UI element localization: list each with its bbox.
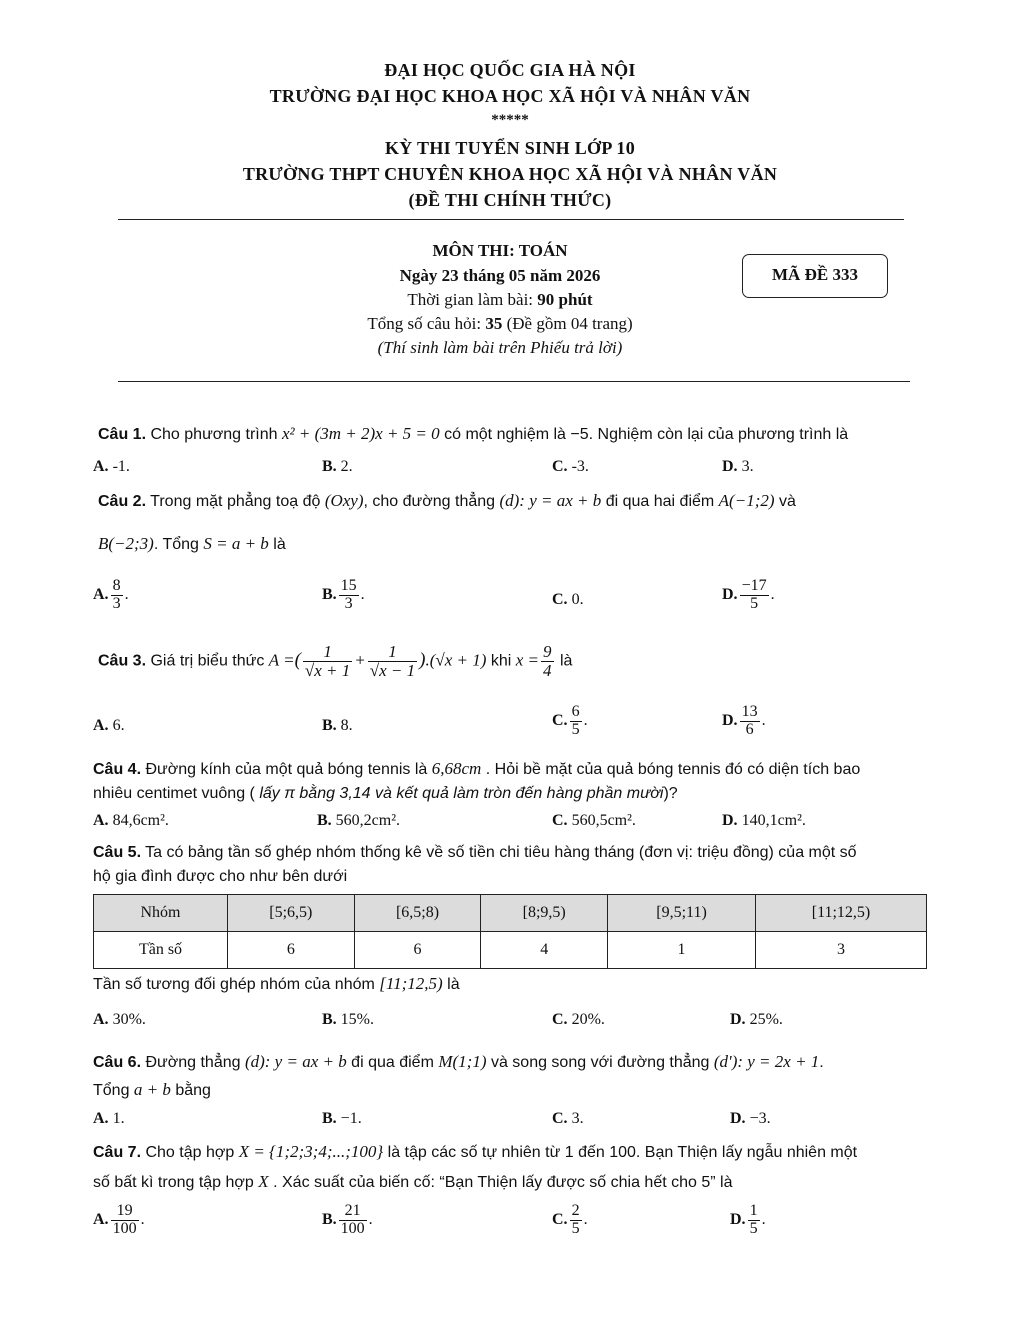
table-cell: 6	[354, 932, 481, 969]
q1-option-b[interactable]: B. 2.	[322, 458, 353, 475]
question-5-cont: hộ gia đình được cho như bên dưới	[93, 868, 348, 885]
q7-option-a[interactable]: A. $\frac{19}{100}$ .	[93, 1202, 145, 1237]
exam-code-box: MÃ ĐỀ 333	[742, 254, 888, 298]
q5-option-d[interactable]: D. 25%.	[730, 1011, 783, 1028]
question-6-cont: Tổng a + b bằng	[93, 1080, 211, 1099]
table-row	[94, 932, 927, 969]
q2-option-c[interactable]: C. 0.	[552, 591, 584, 608]
table-cell: [11;12,5)	[756, 895, 927, 932]
frequency-table	[93, 894, 927, 969]
question-6: Câu 6. Đường thẳng (d): y = ax + b đi qua điểm M(1;1) và song song với đường thẳng (d'): y = 2x + 1.	[93, 1052, 824, 1071]
header-divider	[118, 219, 904, 220]
high-school-name: TRƯỜNG THPT CHUYÊN KHOA HỌC XÃ HỘI VÀ NHÂN VĂN	[242, 164, 778, 184]
exam-title: KỲ THI TUYỂN SINH LỚP 10	[384, 138, 636, 158]
q5-option-a[interactable]: A. 30%.	[93, 1011, 146, 1028]
question-1: Câu 1. Cho phương trình x² + (3m + 2)x + 5 = 0 có một nghiệm là −5. Nghiệm còn lại của phương trình là	[98, 424, 849, 443]
official-exam-label: (ĐỀ THI CHÍNH THỨC)	[408, 190, 612, 210]
q7-option-d[interactable]: D. $\frac{1}{5}$ .	[730, 1202, 766, 1237]
table-cell: [9,5;11)	[608, 895, 756, 932]
q4-option-d[interactable]: D. 140,1cm².	[722, 812, 806, 829]
q6-option-d[interactable]: D. −3.	[730, 1110, 771, 1127]
q2-option-b[interactable]: B. $\frac{15}{3}$ .	[322, 577, 365, 612]
info-divider	[118, 381, 910, 382]
table-header-frequency: Tần số	[94, 932, 228, 969]
table-header-group: Nhóm	[94, 895, 228, 932]
table-cell: [5;6,5)	[228, 895, 355, 932]
table-row	[94, 895, 927, 932]
q4-option-c[interactable]: C. 560,5cm².	[552, 812, 636, 829]
q6-option-a[interactable]: A. 1.	[93, 1110, 125, 1127]
table-cell: 6	[228, 932, 355, 969]
q1-option-d[interactable]: D. 3.	[722, 458, 754, 475]
subject-label: MÔN THI: TOÁN	[432, 241, 568, 260]
question-4-cont: nhiêu centimet vuông ( lấy π bằng 3,14 và kết quả làm tròn đến hàng phần mười)?	[93, 785, 678, 802]
table-cell: [8;9,5)	[481, 895, 608, 932]
q2-option-a[interactable]: A. $\frac{8}{3}$ .	[93, 577, 129, 612]
q1-option-a[interactable]: A. -1.	[93, 458, 130, 475]
university-name: ĐẠI HỌC QUỐC GIA HÀ NỘI	[384, 60, 636, 80]
q3-option-b[interactable]: B. 8.	[322, 717, 353, 734]
q7-option-c[interactable]: C. $\frac{2}{5}$ .	[552, 1202, 588, 1237]
question-3: Câu 3. Giá trị biểu thức A =( $\frac{1}{√x + 1}$ + $\frac{1}{√x - 1}$ ).(√x + 1) khi x = $\frac{9}{4}$ là	[98, 642, 573, 680]
q4-option-b[interactable]: B. 560,2cm².	[317, 812, 401, 829]
question-4: Câu 4. Đường kính của một quả bóng tennis là 6,68cm . Hỏi bề mặt của quả bóng tennis đó có diện tích bao	[93, 759, 861, 778]
q7-option-b[interactable]: B. $\frac{21}{100}$ .	[322, 1202, 373, 1237]
q4-option-a[interactable]: A. 84,6cm².	[93, 812, 169, 829]
table-cell: 4	[481, 932, 608, 969]
q6-option-c[interactable]: C. 3.	[552, 1110, 584, 1127]
q3-option-d[interactable]: D. $\frac{13}{6}$ .	[722, 703, 766, 738]
question-5: Câu 5. Ta có bảng tần số ghép nhóm thống kê về số tiền chi tiêu hàng tháng (đơn vị: triệu đồng) của một số	[93, 844, 857, 861]
question-count: Tổng số câu hỏi: 35 (Đề gồm 04 trang)	[367, 314, 633, 333]
question-5-ask: Tần số tương đối ghép nhóm của nhóm [11;12,5) là	[93, 974, 460, 993]
q5-option-c[interactable]: C. 20%.	[552, 1011, 605, 1028]
table-cell: [6,5;8)	[354, 895, 481, 932]
question-7: Câu 7. Cho tập hợp X = {1;2;3;4;...;100} là tập các số tự nhiên từ 1 đến 100. Bạn Thiện lấy ngẫu nhiên một	[93, 1142, 858, 1161]
q2-option-d[interactable]: D. $\frac{-17}{5}$ .	[722, 577, 775, 612]
q5-option-b[interactable]: B. 15%.	[322, 1011, 374, 1028]
table-cell: 1	[608, 932, 756, 969]
school-name: TRƯỜNG ĐẠI HỌC KHOA HỌC XÃ HỘI VÀ NHÂN VĂN	[269, 86, 751, 106]
question-2: Câu 2. Trong mặt phẳng toạ độ (Oxy), cho đường thẳng (d): y = ax + b đi qua hai điểm A(−1;2) và	[98, 491, 796, 510]
header-stars: *****	[491, 112, 529, 128]
answer-sheet-note: (Thí sinh làm bài trên Phiếu trả lời)	[377, 338, 623, 357]
q6-option-b[interactable]: B. −1.	[322, 1110, 362, 1127]
q3-option-a[interactable]: A. 6.	[93, 717, 125, 734]
exam-duration: Thời gian làm bài: 90 phút	[407, 290, 593, 309]
table-cell: 3	[756, 932, 927, 969]
q1-option-c[interactable]: C. -3.	[552, 458, 589, 475]
exam-date: Ngày 23 tháng 05 năm 2026	[399, 266, 601, 285]
q3-option-c[interactable]: C. $\frac{6}{5}$ .	[552, 703, 588, 738]
question-2-cont: B(−2;3). Tổng S = a + b là	[98, 534, 286, 553]
question-7-cont: số bất kì trong tập hợp X . Xác suất của biến cố: “Bạn Thiện lấy được số chia hết cho 5” là	[93, 1172, 733, 1191]
